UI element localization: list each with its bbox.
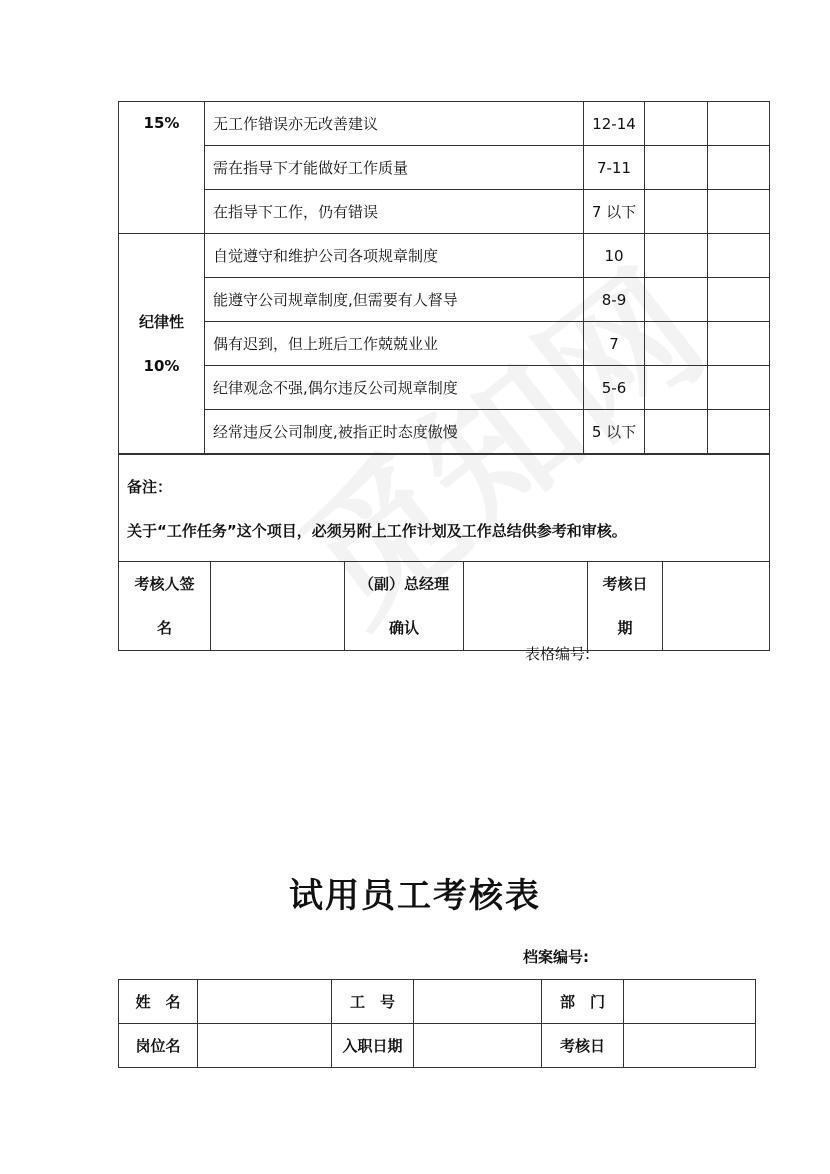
criterion-desc: 偶有迟到，但上班后工作兢兢业业 [205,322,584,366]
notes-cell [119,455,770,562]
criterion-score: 10 [584,234,645,278]
employee-id-label: 工 号 [332,980,414,1024]
position-field[interactable] [198,1024,332,1068]
review-date-label [588,562,663,651]
reviewer-score-cell[interactable] [708,190,770,234]
criterion-weight: 10% [143,356,180,375]
criterion-desc: 经常违反公司制度,被指正时态度傲慢 [205,410,584,454]
table-row [119,102,770,146]
review-date-label-line1: 考核日 [602,575,648,593]
notes-label: 备注： [127,477,173,496]
criterion-weight: 15% [143,114,180,132]
self-score-cell[interactable] [645,410,708,454]
notes-text: 关于“工作任务”这个项目，必须另附上工作计划及工作总结供参考和审核。 [127,521,627,540]
hire-date-field[interactable] [414,1024,542,1068]
form-number-label: 表格编号: [525,645,591,663]
criteria-table [118,101,770,454]
reviewer-score-cell[interactable] [708,102,770,146]
criterion-weight-cell [119,102,205,234]
table-row [119,322,770,366]
criterion-score: 7 [584,322,645,366]
criterion-score: 12-14 [584,102,645,146]
manager-confirm-label [345,562,464,651]
criterion-desc: 无工作错误亦无改善建议 [205,102,584,146]
criterion-desc: 自觉遵守和维护公司各项规章制度 [205,234,584,278]
criterion-desc: 需在指导下才能做好工作质量 [205,146,584,190]
department-field[interactable] [624,980,756,1024]
reviewer-sign-label [119,562,211,651]
self-score-cell[interactable] [645,322,708,366]
table-row [119,410,770,454]
self-score-cell[interactable] [645,146,708,190]
table-row [119,366,770,410]
self-score-cell[interactable] [645,190,708,234]
reviewer-sign-label-line2: 名 [156,619,172,637]
criterion-desc: 能遵守公司规章制度,但需要有人督导 [205,278,584,322]
employee-id-field[interactable] [414,980,542,1024]
criterion-score: 5-6 [584,366,645,410]
archive-number-label: 档案编号: [523,948,589,966]
department-label: 部 门 [542,980,624,1024]
notes-signature-table [118,454,770,651]
review-date-info-label: 考核日 [542,1024,624,1068]
reviewer-score-cell[interactable] [708,366,770,410]
employee-info-table [118,979,756,1068]
table-row [119,146,770,190]
table-row [119,980,756,1024]
page-title: 试用员工考核表 [289,876,541,916]
table-row [119,190,770,234]
self-score-cell[interactable] [645,102,708,146]
criterion-name: 纪律性 [138,312,184,331]
review-date-info-field[interactable] [624,1024,756,1068]
reviewer-score-cell[interactable] [708,410,770,454]
manager-confirm-label-line1: （副）总经理 [358,575,449,593]
self-score-cell[interactable] [645,366,708,410]
manager-confirm-field[interactable] [464,562,588,651]
signature-row [119,562,770,651]
review-date-label-line2: 期 [617,619,633,637]
reviewer-score-cell[interactable] [708,146,770,190]
hire-date-label: 入职日期 [332,1024,414,1068]
manager-confirm-label-line2: 确认 [388,619,419,637]
notes-row [119,455,770,562]
reviewer-sign-label-line1: 考核人签 [134,575,195,593]
reviewer-sign-field[interactable] [211,562,345,651]
self-score-cell[interactable] [645,278,708,322]
table-row [119,234,770,278]
self-score-cell[interactable] [645,234,708,278]
name-label: 姓 名 [119,980,198,1024]
name-field[interactable] [198,980,332,1024]
criterion-category-cell [119,234,205,454]
criterion-score: 7 以下 [584,190,645,234]
criterion-score: 7-11 [584,146,645,190]
table-row [119,278,770,322]
table-row [119,1024,756,1068]
criterion-score: 8-9 [584,278,645,322]
reviewer-score-cell[interactable] [708,322,770,366]
review-date-field[interactable] [663,562,770,651]
position-label: 岗位名 [119,1024,198,1068]
reviewer-score-cell[interactable] [708,234,770,278]
reviewer-score-cell[interactable] [708,278,770,322]
criterion-desc: 在指导下工作，仍有错误 [205,190,584,234]
criterion-score: 5 以下 [584,410,645,454]
criterion-desc: 纪律观念不强,偶尔违反公司规章制度 [205,366,584,410]
